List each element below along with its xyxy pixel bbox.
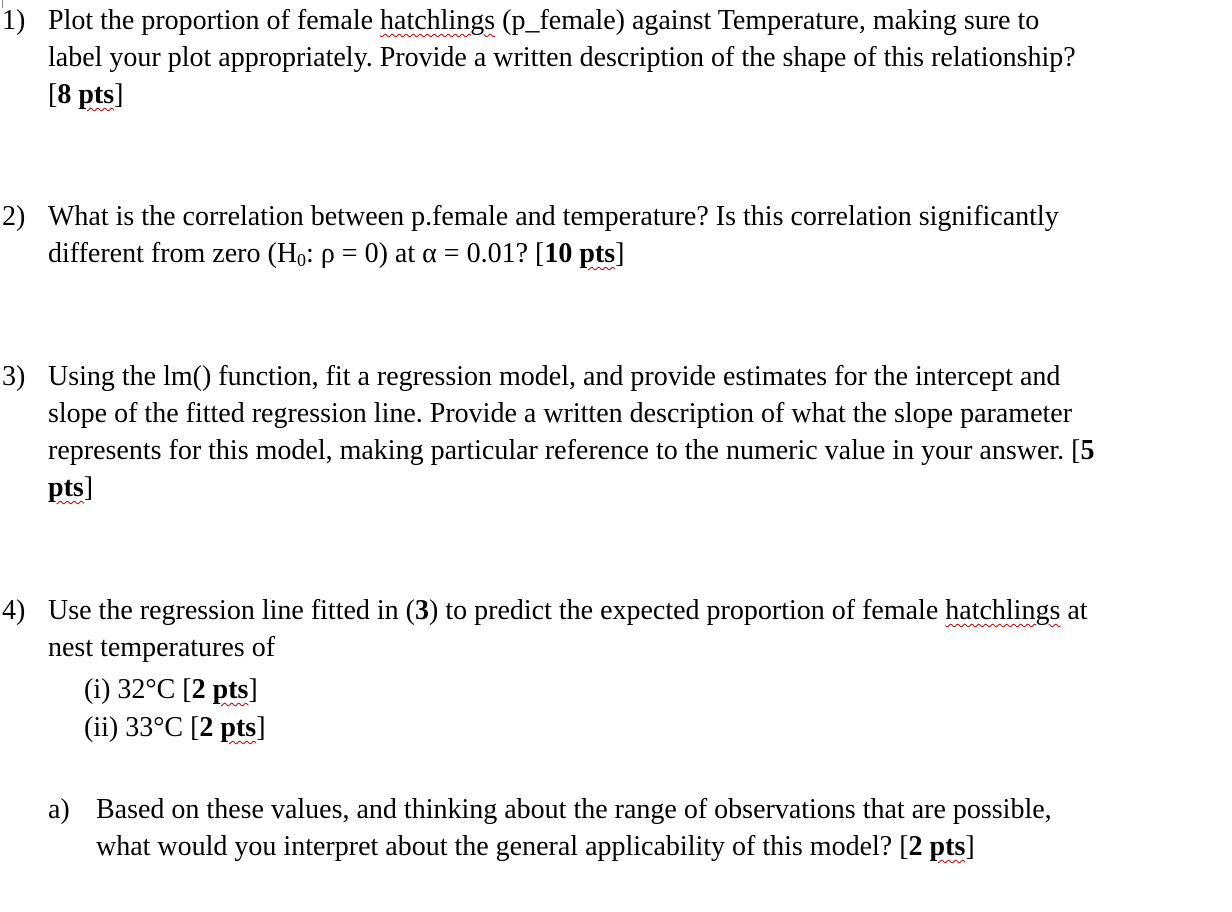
points-value: 2 <box>199 712 221 743</box>
text-run: ] <box>615 238 625 269</box>
points-label: pts <box>212 674 249 705</box>
text-run: [ <box>48 79 58 110</box>
text-run: ] <box>83 472 94 503</box>
subscript: 0 <box>297 250 307 270</box>
text-line: What is the correlation between p.female and temperature? Is this correlation significantly <box>48 201 1059 232</box>
sub-item-ii <box>84 709 266 746</box>
question-text <box>96 791 1232 865</box>
question-number: a) <box>48 794 70 825</box>
question-text <box>48 2 1232 113</box>
points-value: 8 <box>57 79 79 110</box>
text-line: nest temperatures of <box>48 632 276 663</box>
text-run: ] <box>256 712 266 743</box>
points-value: 10 <box>544 238 580 269</box>
text-run: Use the regression line fitted in ( <box>48 595 416 626</box>
question-number: 1) <box>2 5 26 36</box>
points-value: 2 <box>191 674 213 705</box>
question-number: 3) <box>2 361 26 392</box>
question-text <box>48 592 1232 666</box>
text-line: Based on these values, and thinking about the range of observations that are possible, <box>96 794 1052 825</box>
points-value: 2 <box>908 831 930 862</box>
text-run: what would you interpret about the general applicability of this model? [ <box>96 831 909 862</box>
text-run: at <box>1060 595 1088 626</box>
text-run: (i) 32°C [ <box>84 674 192 705</box>
text-line: slope of the fitted regression line. Provide a written description of what the slope parameter <box>48 398 1073 429</box>
text-line <box>48 76 1232 113</box>
question-text <box>48 358 1232 506</box>
text-line <box>48 235 1232 279</box>
question-number: 2) <box>2 201 26 232</box>
text-line <box>48 432 1232 469</box>
text-run: different from zero (H <box>48 238 298 269</box>
spelling-flagged-word: hatchlings <box>380 5 496 36</box>
text-run: ] <box>248 674 258 705</box>
points-label: pts <box>78 79 115 110</box>
text-line: Using the lm() function, fit a regression model, and provide estimates for the intercept and <box>48 361 1061 392</box>
text-run: ) to predict the expected proportion of female <box>429 595 946 626</box>
points-label: pts <box>929 831 966 862</box>
text-line <box>48 592 1232 629</box>
text-run: (ii) 33°C [ <box>84 712 200 743</box>
question-number: 4) <box>2 595 26 626</box>
text-line: label your plot appropriately. Provide a written description of the shape of this relationship? <box>48 42 1076 73</box>
points-label: pts <box>48 472 84 503</box>
question-text <box>48 198 1232 279</box>
points-value: 5 <box>1080 435 1095 466</box>
text-run: Plot the proportion of female <box>48 5 381 36</box>
text-line <box>48 469 1232 506</box>
text-line <box>48 2 1232 39</box>
text-line <box>96 828 1232 865</box>
sub-item-i <box>84 671 258 708</box>
text-run: : ρ = 0) at α = 0.01? [ <box>306 238 545 269</box>
points-label: pts <box>579 238 616 269</box>
text-run: (p_female) against Temperature, making sure to <box>495 5 1040 36</box>
points-label: pts <box>220 712 257 743</box>
text-run: ] <box>114 79 124 110</box>
text-run: ] <box>965 831 975 862</box>
spelling-flagged-word: hatchlings <box>945 595 1061 626</box>
text-run: represents for this model, making particular reference to the numeric value in your answer. [ <box>48 435 1081 466</box>
question-reference: 3 <box>415 595 430 626</box>
